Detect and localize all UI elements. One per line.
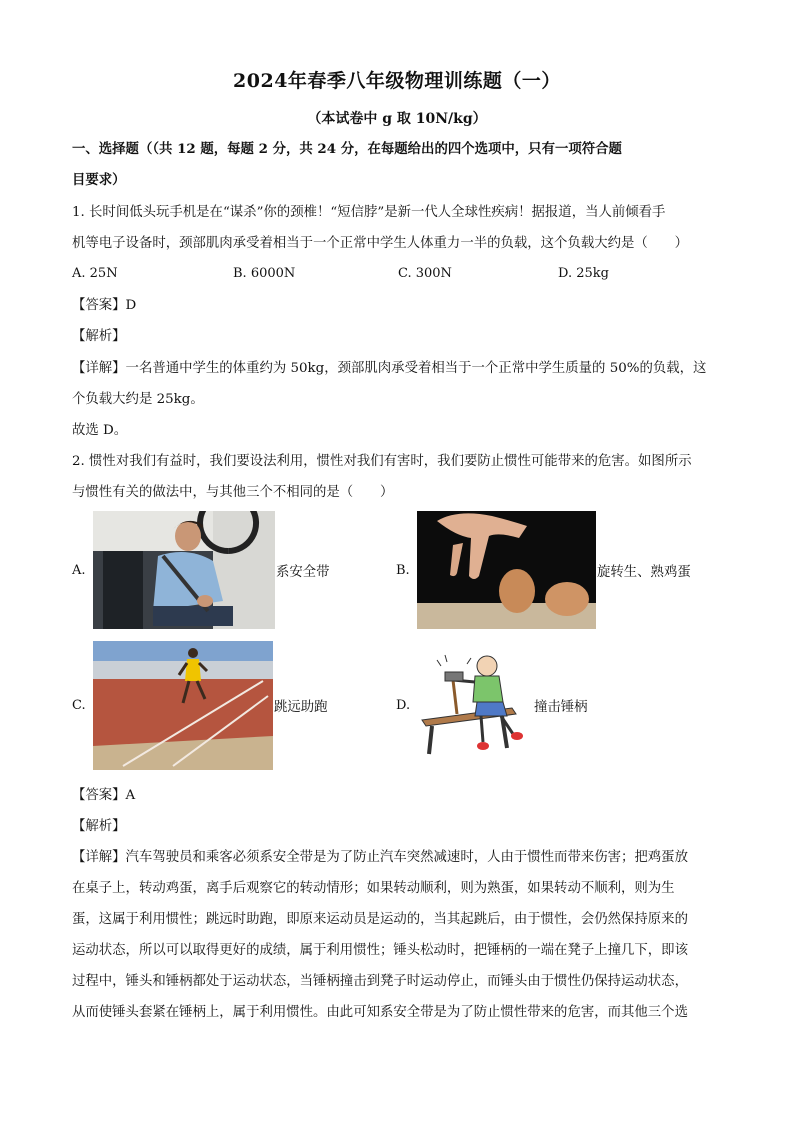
q2-detail-line: 在桌子上，转动鸡蛋，离手后观察它的转动情形；如果转动顺利，则为熟蛋，如果转动不顺利，则为生 <box>72 881 675 896</box>
page-title: 2024年春季八年级物理训练题（一） <box>233 70 561 92</box>
q1-conclusion: 故选 D。 <box>72 423 128 438</box>
q1-option-a: A. 25N <box>72 266 118 281</box>
q2-stem-cont: 与惯性有关的做法中，与其他三个不相同的是（ ） <box>72 485 394 500</box>
q2-answer: 【答案】A <box>72 788 136 803</box>
q2-detail-line: 从而使锤头套紧在锤柄上，属于利用惯性。由此可知系安全带是为了防止惯性带来的危害，而其他三个选 <box>72 1005 688 1020</box>
long-jump-photo-icon <box>93 641 273 770</box>
q1-option-c: C. 300N <box>398 266 452 281</box>
hammer-drawing-icon <box>417 650 533 758</box>
q1-detail: 【详解】一名普通中学生的体重约为 50kg，颈部肌肉承受着相当于一个正常中学生质量的 50%的负载，这 <box>72 361 707 376</box>
q2-option-b-letter: B. <box>396 563 410 578</box>
q2-analysis-label: 【解析】 <box>72 819 126 834</box>
q1-option-d: D. 25kg <box>558 266 609 281</box>
q1-detail-cont: 个负载大约是 25kg。 <box>72 392 204 407</box>
q2-option-c-caption: 跳远助跑 <box>274 700 328 715</box>
q2-detail-line: 过程中，锤头和锤柄都处于运动状态，当锤柄撞击到凳子时运动停止，而锤头由于惯性仍保持运动状态， <box>72 974 688 989</box>
q2-detail-line: 运动状态，所以可以取得更好的成绩，属于利用惯性；锤头松动时，把锤柄的一端在凳子上撞几下，即该 <box>72 943 688 958</box>
q2-option-b-caption: 旋转生、熟鸡蛋 <box>597 565 691 580</box>
section-heading: 一、选择题（（共 12 题，每题 2 分，共 24 分，在每题给出的四个选项中，只有一项符合题 <box>72 141 622 157</box>
q1-answer: 【答案】D <box>72 298 137 313</box>
eggs-photo-icon <box>417 511 596 629</box>
q2-option-c-letter: C. <box>72 698 86 713</box>
q2-option-d-caption: 撞击锤柄 <box>534 700 588 715</box>
q2-detail-line: 蛋，这属于利用惯性；跳远时助跑，即原来运动员是运动的，当其起跳后，由于惯性，会仍然保持原来的 <box>72 912 688 927</box>
section-heading-cont: 目要求） <box>72 172 126 188</box>
q1-stem: 1. 长时间低头玩手机是在“谋杀”你的颈椎！“短信脖”是新一代人全球性疾病！据报道，当人前倾看手 <box>72 205 666 220</box>
q2-option-a-letter: A. <box>72 563 86 578</box>
q2-detail-line: 【详解】汽车驾驶员和乘客必须系安全带是为了防止汽车突然减速时，人由于惯性而带来伤害；把鸡蛋放 <box>72 850 688 865</box>
q2-option-a-caption: 系安全带 <box>276 565 330 580</box>
page-subtitle: （本试卷中 g 取 10N/kg） <box>307 111 487 127</box>
q1-analysis-label: 【解析】 <box>72 329 126 344</box>
q2-option-d-letter: D. <box>396 698 411 713</box>
q1-stem-cont: 机等电子设备时，颈部肌肉承受着相当于一个正常中学生人体重力一半的负载，这个负载大约是（ ） <box>72 236 688 251</box>
q1-option-b: B. 6000N <box>233 266 296 281</box>
seatbelt-photo-icon <box>93 511 275 629</box>
q2-stem: 2. 惯性对我们有益时，我们要设法利用，惯性对我们有害时，我们要防止惯性可能带来的危害。如图所示 <box>72 454 692 469</box>
